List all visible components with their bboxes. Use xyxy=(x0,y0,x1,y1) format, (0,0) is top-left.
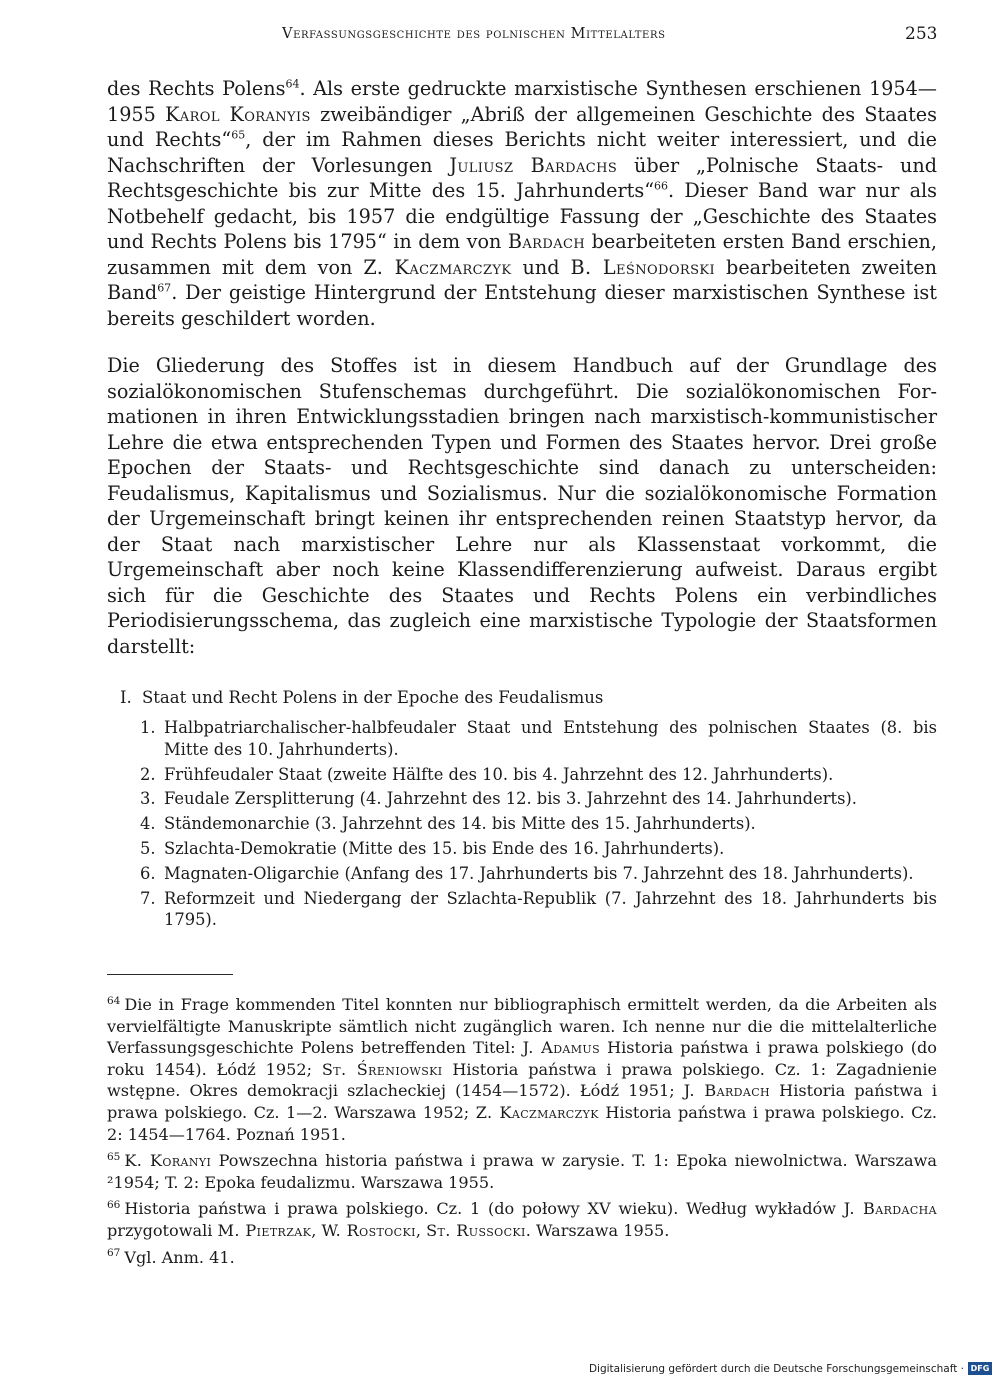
footnote-number: 67 xyxy=(107,1247,121,1260)
author-name: Z. Kaczmarczyk xyxy=(475,1102,599,1122)
footnote-65 xyxy=(107,1150,937,1193)
list-item-number: 6. xyxy=(140,863,156,883)
author-name: M. Pietrzak xyxy=(217,1220,312,1240)
list-item-text: Szlachta-Demokratie (Mitte des 15. bis Ende des 16. Jahrhunderts). xyxy=(164,838,725,858)
footnote-divider xyxy=(107,974,233,975)
page-number: 253 xyxy=(905,24,938,44)
footnote-number: 66 xyxy=(107,1198,121,1211)
list-item-text: Ständemonarchie (3. Jahrzehnt des 14. bis Mitte des 15. Jahrhunderts). xyxy=(164,814,756,834)
author-name: J. Bardacha xyxy=(843,1199,937,1219)
list-item-number: 7. xyxy=(140,888,156,908)
author-name: J. Adamus xyxy=(522,1038,601,1058)
footnote-66 xyxy=(107,1198,937,1241)
list-item-text: Magnaten-Oligarchie (Anfang des 17. Jahrhunderts bis 7. Jahrzehnt des 18. Jahrhunderts). xyxy=(164,863,914,883)
list-item-number: 4. xyxy=(140,814,156,834)
outline-heading-number: I. xyxy=(120,688,132,707)
list-item-number: 1. xyxy=(140,718,156,737)
footnote-number: 65 xyxy=(107,1150,121,1163)
running-head: Verfassungsgeschichte des polnischen Mittelalters xyxy=(282,26,666,42)
list-item-text: Reformzeit und Niedergang der Szlachta-Republik (7. Jahrzehnt des 18. Jahrhunderts bis 1795). xyxy=(164,888,937,930)
text: . Warszawa 1955. xyxy=(525,1220,670,1240)
footnote-64 xyxy=(107,994,937,1145)
footer-text: Digitalisierung gefördert durch die Deutsche Forschungsgemeinschaft · xyxy=(588,1362,964,1375)
list-item xyxy=(140,788,937,810)
footnote-ref-65: 65 xyxy=(231,128,246,142)
text: , der im Rahmen dieses Berichts nicht weiter interessiert, und die Nachschriften der Vorlesungen xyxy=(107,128,938,177)
text: Historia państwa i prawa polskiego. Cz. 1 (do połowy XV wieku). Według wykładów xyxy=(124,1199,844,1219)
list-item xyxy=(140,863,937,885)
text: des Rechts Polens xyxy=(107,77,286,100)
author-name: Z. Kaczmarczyk xyxy=(363,255,512,279)
list-item-number: 2. xyxy=(140,764,156,784)
body-paragraph-1 xyxy=(107,76,937,331)
text: przygotowali xyxy=(107,1220,218,1240)
list-item xyxy=(140,764,937,786)
outline-heading-text: Staat und Recht Polens in der Epoche des Feudalismus xyxy=(142,688,604,707)
list-item xyxy=(140,717,937,761)
footnote-67 xyxy=(107,1247,937,1269)
author-name: J. Bardach xyxy=(683,1081,771,1101)
text: zweibändiger „Abriß der allgemeinen Geschichte des Staates und Rechts“ xyxy=(107,102,937,151)
footnote-ref-66: 66 xyxy=(654,179,669,193)
list-item-text: Frühfeudaler Staat (zweite Hälfte des 10. bis 4. Jahrzehnt des 12. Jahrhunderts). xyxy=(164,764,834,784)
author-name: St. Śreniowski xyxy=(321,1059,443,1079)
body-paragraph-2: Die Gliederung des Stoffes ist in diesem Handbuch auf der Grundlage des sozialökonomischen Stufenschemas durchgeführt. Die sozialökonomischen Formationen in ihren Entwicklungsstadien bringen nach marxistisch-kommunistischer Lehre die etwa entsprechenden Typen und Formen des Staates hervor. Drei große Epochen der Staats- und Rechtsgeschichte sind danach zu unterscheiden: Feudalismus, Kapitalismus und Sozialismus. Nur die sozialökonomische Formation der Urgemeinschaft bringt keinen ihr entsprechenden reinen Staatstyp hervor, da der Staat nach marxistischer Lehre nur als Klassenstaat vorkommt, die Urgemeinschaft aber noch keine Klassendifferenzierung aufweist. Daraus ergibt sich für die Geschichte des Staates und Rechts Polens ein verbindliches Periodisierungsschema, das zugleich eine marxistische Typologie der Staatsformen darstellt: xyxy=(107,354,937,658)
text: über „Polnische Staats- und Rechtsgeschichte bis zur Mitte des 15. Jahrhunderts“ xyxy=(107,153,937,202)
list-item xyxy=(140,813,937,835)
author-name: Karol Koranyis xyxy=(165,102,311,126)
list-item-number: 5. xyxy=(140,838,156,858)
text: bearbeiteten zweiten Band xyxy=(107,255,937,304)
text: bearbeiteten ersten Band erschien, zusammen mit dem von xyxy=(107,230,938,279)
author-name: St. Russocki xyxy=(426,1220,526,1240)
text: Historia państwa i prawa polskiego. Cz. 1—2. Warszawa 1952; xyxy=(107,1081,937,1122)
list-item-text: Feudale Zersplitterung (4. Jahrzehnt des 12. bis 3. Jahrzehnt des 14. Jahrhunderts). xyxy=(164,789,857,809)
author-name: Bardach xyxy=(507,230,586,253)
dfg-logo: DFG xyxy=(968,1362,992,1375)
text: Die in Frage kommenden Titel konnten nur bibliographisch ermittelt werden, da die Arbeiten als vervielfältigte Manuskripte sämtlich nicht zugänglich waren. Ich nenne nur die die mittelalterliche Verfassungsgeschichte Polens betreffenden Titel: xyxy=(107,995,937,1058)
list-item-number: 3. xyxy=(140,789,156,809)
text: , xyxy=(415,1220,427,1240)
digitization-footer xyxy=(589,1362,992,1375)
text: Historia państwa i prawa polskiego (do roku 1454). Łódź 1952; xyxy=(107,1038,937,1079)
author-name: Juliusz Bardachs xyxy=(449,153,618,177)
author-name: B. Leśnodorski xyxy=(570,255,716,279)
text: . Dieser Band war nur als Notbehelf gedacht, bis 1957 die endgültige Fassung der „Geschichte des Staates und Rechts Polens bis 1795“ in dem von xyxy=(107,179,938,253)
list-item-text: Halbpatriarchalischer-halbfeudaler Staat und Entstehung des polnischen Staates (8. bis Mitte des 10. Jahrhunderts). xyxy=(164,718,937,759)
list-item xyxy=(140,838,937,860)
text: Historia państwa i prawa polskiego. Cz. 2: 1454—1764. Poznań 1951. xyxy=(107,1102,937,1144)
author-name: K. Koranyi xyxy=(124,1151,212,1171)
period-list xyxy=(140,717,937,934)
footnote-number: 64 xyxy=(107,994,121,1007)
text: und xyxy=(511,255,571,279)
footnote-ref-64: 64 xyxy=(285,77,300,91)
outline-heading xyxy=(120,687,603,709)
text: Vgl. Anm. 41. xyxy=(124,1247,235,1267)
text: Historia państwa i prawa polskiego. Cz. 1: Zagadnienie wstępne. Okres demokracji szlacheckiej (1454—1572). Łódź 1951; xyxy=(107,1059,937,1101)
author-name: W. Rostocki xyxy=(321,1220,416,1240)
text: . Der geistige Hintergrund der Entstehung dieser marxistischen Synthese ist bereits geschildert worden. xyxy=(107,281,937,330)
text: Powszechna historia państwa i prawa w zarysie. T. 1: Epoka niewolnictwa. Warszawa ²1954; T. 2: Epoka feudalizmu. Warszawa 1955. xyxy=(107,1151,937,1192)
text: , xyxy=(311,1220,322,1240)
footnote-ref-67: 67 xyxy=(157,281,172,295)
footnotes xyxy=(107,994,937,1273)
list-item xyxy=(140,888,937,932)
text: . Als erste gedruckte marxistische Synthesen erschienen 1954—1955 xyxy=(107,77,937,126)
